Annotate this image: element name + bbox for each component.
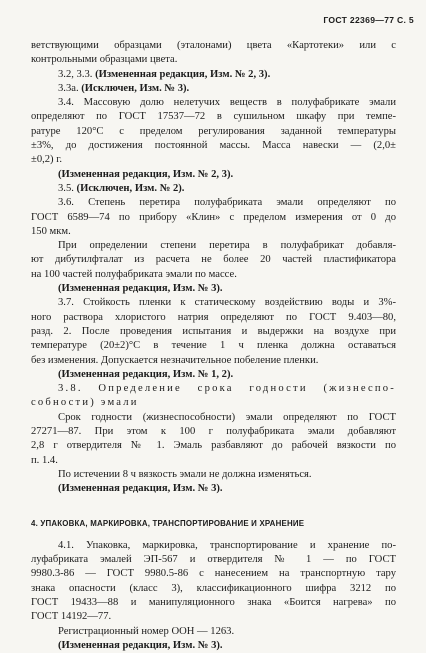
text-line: 3.3а. (Исключен, Изм. № 3). [58,82,190,94]
text-line: без изменения. Допускается незначительное побеление пленки. [31,354,319,366]
text-line: (Измененная редакция, Изм. № 3). [58,283,223,295]
text-line: п. 1.4. [31,454,58,466]
section-heading: 4. УПАКОВКА, МАРКИРОВКА, ТРАНСПОРТИРОВАНИЕ И ХРАНЕНИЕ [31,518,305,528]
text-line: 3.4. Массовую долю нелетучих веществ в полуфабрикате эмали [58,97,396,109]
text-line: (Измененная редакция, Изм. № 2, 3). [58,168,234,180]
text-line: 27271—87. При этом к 100 г полуфабриката эмали добавляют [31,426,396,438]
text-line: 3.2, 3.3. (Измененная редакция, Изм. № 2, 3). [58,68,271,80]
text-line: (Измененная редакция, Изм. № 3). [58,483,223,495]
section-4-text [31,539,396,653]
text-line: ратуре 120°С с пределом регулирования заданной температуры [31,125,396,137]
text-line: 3.8. Определение срока годности (жизнеспо- [58,383,396,395]
text-line: на 100 частей полуфабриката эмали по массе. [31,268,237,280]
text-line: Регистрационный номер ООН — 1263. [58,625,235,637]
text-line: 150 мкм. [31,225,71,237]
document-body [31,39,396,653]
text-line: 2,8 г отвердителя № 1. Эмаль разбавляют до рабочей вязкости по [31,440,396,452]
text-line: ют дибутилфталат из расчета не более 20 частей пластификатора [31,254,396,266]
text-line: луфабриката эмалей ЭП-567 и отвердителя № 1 — по ГОСТ [31,554,396,566]
text-line: контрольными образцами цвета. [31,54,178,66]
text-line: 9980.3-86 — ГОСТ 9980.5-86 с нанесением на транспортную тару [31,568,396,580]
text-line: 3.6. Степень перетира полуфабриката эмали определяют по [58,197,396,209]
text-line: ±0,2) г. [31,154,63,166]
text-line: ГОСТ 14192—77. [31,611,112,623]
text-line: Срок годности (жизнеспособности) эмали определяют по ГОСТ [58,411,396,423]
text-line: ±3%, до достижения постоянной массы. Масса навески — (2,0± [31,140,396,152]
section-3-text [31,39,396,497]
text-line: (Измененная редакция, Изм. № 3). [58,639,223,651]
text-line: разд. 2. После проведения испытания и выдержки на воздухе при [31,325,396,337]
text-line: ГОСТ 19433—88 и манипуляционного знака «Боится нагрева» по [31,596,396,608]
text-line: определяют по ГОСТ 17537—72 в сушильном шкафу при темпе- [31,111,396,123]
text-line: 4.1. Упаковка, маркировка, транспортирование и хранение по- [58,539,396,551]
text-line: 3.7. Стойкость пленки к статическому воздействию воды и 3%- [58,297,396,309]
text-line: ветствующими образцами (эталонами) цвета «Картотеки» или с [31,40,396,51]
text-line: По истечении 8 ч вязкость эмали не должна изменяться. [58,468,312,480]
text-line: собности) эмали [31,397,139,409]
text-line: ГОСТ 6589—74 по прибору «Клин» с пределом измерения от 0 до [31,211,396,223]
text-line: ного раствора хлористого натрия определяют по ГОСТ 9.403—80, [31,311,396,323]
text-line: температуре (20±2)°С в течение 1 ч пленка должна оставаться [31,340,396,352]
text-line: (Измененная редакция, Изм. № 1, 2). [58,368,234,380]
text-line: 3.5. (Исключен, Изм. № 2). [58,182,185,194]
page-header: ГОСТ 22369—77 С. 5 [323,15,414,25]
text-line: знака опасности (класс 3), классификационного шифра 3212 по [31,582,396,594]
text-line: При определении степени перетира в полуфабрикат добавля- [58,240,396,252]
